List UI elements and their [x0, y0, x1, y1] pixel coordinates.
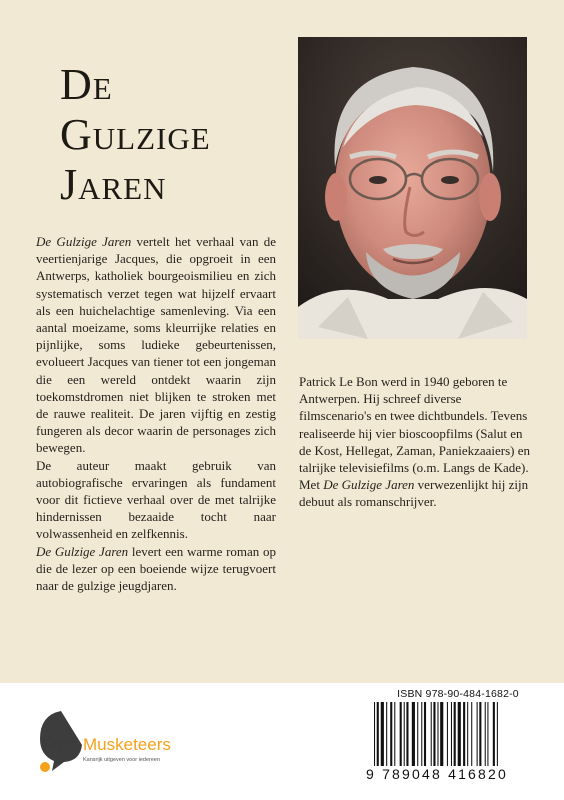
- barcode-bar: [394, 702, 395, 766]
- author-photo: [298, 37, 527, 339]
- barcode-bar: [374, 702, 375, 766]
- barcode-bar: [477, 702, 478, 766]
- barcode-bar: [381, 702, 384, 766]
- barcode-bar: [493, 702, 495, 766]
- barcode-bar: [390, 702, 392, 766]
- blurb-title-ref-2: De Gulzige Jaren: [36, 543, 129, 559]
- publisher-name-free: Free: [42, 735, 77, 754]
- barcode-bar: [487, 702, 488, 766]
- author-portrait-illustration: [298, 37, 527, 339]
- bio-prefix: Met: [299, 477, 324, 493]
- blurb-paragraph-1: [36, 233, 276, 457]
- barcode-bar: [458, 702, 461, 766]
- blurb-title-ref: De Gulzige Jaren: [36, 234, 132, 249]
- bio-paragraph-1: Patrick Le Bon werd in 1940 geboren te Antwerpen. Hij schreef diverse filmscenario's en twee dichtbundels. Tevens realiseerde hij vier bioscoopfilms (Salut en de Kost, Hellegat, Zaman, Paniekzaaiers) en talrijke televisiefilms (o.m. Langs de Kade).: [299, 374, 531, 476]
- barcode-bar: [433, 702, 435, 766]
- isbn-label: ISBN 978-90-484-1682-0: [397, 688, 519, 700]
- blurb-paragraph-2: De auteur maakt gebruik van autobiografische ervaringen als fundament voor dit fictieve verhaal over de met talrijke hindernissen bezaaide tocht naar volwassenheid en zelfkennis.: [36, 457, 276, 542]
- barcode-bar: [406, 702, 408, 766]
- bio-paragraph-2: [299, 476, 531, 510]
- barcode-bar: [404, 702, 405, 766]
- blurb-text-1: vertelt het verhaal van de veertienjarige Jacques, die opgroeit in een Antwerps, katholiek bourgeoismilieu en zich systematisch verzet tegen wat hijzelf ervaart als een huichelachtige samenleving. Via een aantal moeizame, soms kleurrijke relaties en pijnlijke, soms ludieke gebeurtenissen, evolueert Jacques van tiener tot een jongeman die een wereld ontdekt waarin zijn toekomstdromen niet blijken te stroken met de rauwe realiteit. De jaren vijftig en zestig fungeren als decor waarin de personages zich bewegen.: [36, 234, 276, 456]
- barcode-digits: 9 789048 416820: [366, 766, 508, 782]
- bio-text-2: verwezenlijkt hij zijn debuut als romanschrijver.: [299, 477, 529, 510]
- barcode-bar: [451, 702, 452, 766]
- author-bio: [299, 373, 531, 511]
- barcode-bar: [417, 702, 418, 766]
- barcode-bar: [431, 702, 432, 766]
- barcode-bar: [471, 702, 472, 766]
- barcode-bar: [479, 702, 481, 766]
- barcode-bar: [386, 702, 387, 766]
- barcode-bar: [463, 702, 465, 766]
- publisher-tagline: Kansrijk uitgeven voor iedereen: [83, 757, 161, 763]
- barcode-icon: [372, 702, 542, 766]
- barcode-bar: [437, 702, 438, 766]
- barcode-bar: [377, 702, 379, 766]
- title-line-2: Gulzige: [60, 110, 211, 159]
- barcode-bar: [447, 702, 448, 766]
- blurb-paragraph-3: [36, 543, 276, 595]
- book-title: [60, 60, 280, 210]
- barcode-bar: [440, 702, 443, 766]
- barcode-bar: [421, 702, 422, 766]
- barcode-bar: [412, 702, 415, 766]
- barcode-bar: [497, 702, 498, 766]
- title-line-1: De: [60, 60, 113, 109]
- barcode-bar: [485, 702, 486, 766]
- barcode-bar: [424, 702, 426, 766]
- bio-title-ref: De Gulzige Jaren: [323, 477, 415, 493]
- book-blurb: [36, 233, 276, 594]
- blurb-text-3: levert een warme roman op die de lezer op een boeiende wijze terugvoert naar de gulzige jeugdjaren.: [36, 543, 277, 594]
- barcode-bar: [400, 702, 402, 766]
- barcode-bar: [467, 702, 468, 766]
- barcode-bar: [454, 702, 456, 766]
- title-line-3: Jaren: [60, 160, 167, 209]
- publisher-name-musketeers: Musketeers: [83, 735, 171, 754]
